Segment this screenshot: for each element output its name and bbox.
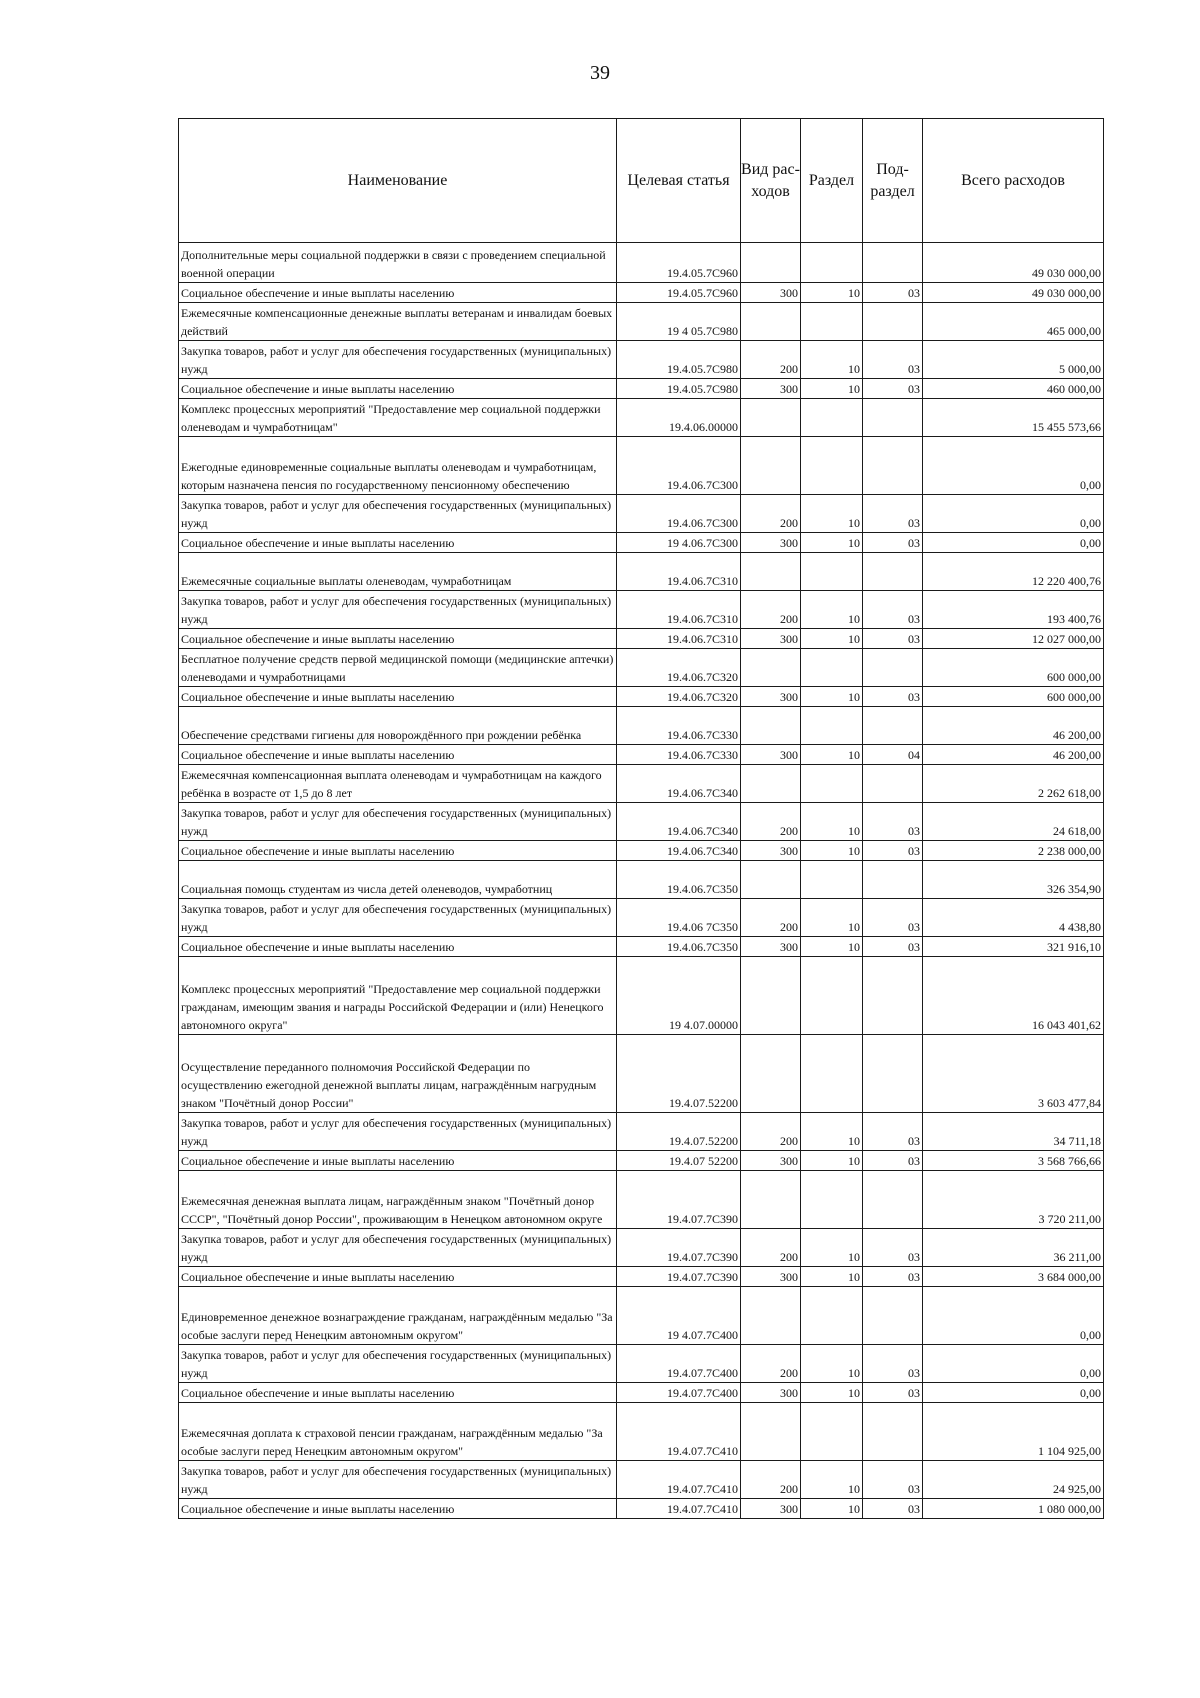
table-row xyxy=(179,303,1104,341)
cell-name: Единовременное денежное вознаграждение гражданам, награждённым медалью "За особые заслуги перед Ненецким автономным округом" xyxy=(179,1287,617,1345)
cell-subsection: 03 xyxy=(863,1461,923,1499)
cell-section xyxy=(801,303,863,341)
cell-name: Социальное обеспечение и иные выплаты населению xyxy=(179,1499,617,1519)
cell-total: 34 711,18 xyxy=(923,1113,1104,1151)
cell-target: 19.4.06.7C330 xyxy=(617,745,741,765)
cell-total: 0,00 xyxy=(923,437,1104,495)
cell-total: 24 618,00 xyxy=(923,803,1104,841)
cell-target: 19.4.07.52200 xyxy=(617,1113,741,1151)
cell-name: Социальная помощь студентам из числа детей оленеводов, чумработниц xyxy=(179,861,617,899)
cell-type xyxy=(741,437,801,495)
cell-total: 0,00 xyxy=(923,1383,1104,1403)
cell-section xyxy=(801,243,863,283)
table-row xyxy=(179,379,1104,399)
cell-target: 19.4.05.7C960 xyxy=(617,283,741,303)
cell-name: Социальное обеспечение и иные выплаты населению xyxy=(179,1383,617,1403)
cell-subsection: 03 xyxy=(863,841,923,861)
cell-section xyxy=(801,1035,863,1113)
cell-section xyxy=(801,437,863,495)
cell-name: Закупка товаров, работ и услуг для обеспечения государственных (муниципальных) нужд xyxy=(179,803,617,841)
cell-section xyxy=(801,1403,863,1461)
table-row xyxy=(179,1461,1104,1499)
cell-section: 10 xyxy=(801,1345,863,1383)
cell-section xyxy=(801,1171,863,1229)
cell-type: 200 xyxy=(741,591,801,629)
cell-target: 19.4.07.7C410 xyxy=(617,1499,741,1519)
cell-type xyxy=(741,765,801,803)
cell-type: 200 xyxy=(741,1229,801,1267)
cell-subsection xyxy=(863,303,923,341)
cell-total: 49 030 000,00 xyxy=(923,283,1104,303)
cell-subsection xyxy=(863,1035,923,1113)
cell-type xyxy=(741,649,801,687)
header-section: Раздел xyxy=(801,119,863,243)
cell-subsection: 03 xyxy=(863,495,923,533)
table-header-row xyxy=(179,119,1104,243)
cell-total: 1 104 925,00 xyxy=(923,1403,1104,1461)
cell-type: 300 xyxy=(741,937,801,957)
cell-type xyxy=(741,553,801,591)
cell-total: 36 211,00 xyxy=(923,1229,1104,1267)
cell-subsection xyxy=(863,765,923,803)
cell-name: Осуществление переданного полномочия Российской Федерации по осуществлению ежегодной денежной выплаты лицам, награждённым нагрудным знаком "Почётный донор России" xyxy=(179,1035,617,1113)
cell-target: 19.4.07 52200 xyxy=(617,1151,741,1171)
cell-name: Социальное обеспечение и иные выплаты населению xyxy=(179,283,617,303)
cell-type: 300 xyxy=(741,1267,801,1287)
cell-subsection: 03 xyxy=(863,1151,923,1171)
cell-subsection xyxy=(863,1171,923,1229)
cell-total: 600 000,00 xyxy=(923,687,1104,707)
cell-name: Закупка товаров, работ и услуг для обеспечения государственных (муниципальных) нужд xyxy=(179,495,617,533)
cell-section: 10 xyxy=(801,687,863,707)
cell-target: 19.4.05.7C980 xyxy=(617,341,741,379)
table-row xyxy=(179,1229,1104,1267)
cell-section xyxy=(801,1287,863,1345)
cell-section: 10 xyxy=(801,341,863,379)
cell-type: 200 xyxy=(741,899,801,937)
cell-section: 10 xyxy=(801,283,863,303)
cell-total: 460 000,00 xyxy=(923,379,1104,399)
cell-type: 200 xyxy=(741,1113,801,1151)
table-row xyxy=(179,553,1104,591)
cell-target: 19.4.05.7C980 xyxy=(617,379,741,399)
cell-target: 19.4.06 7C350 xyxy=(617,899,741,937)
cell-total: 4 438,80 xyxy=(923,899,1104,937)
cell-type xyxy=(741,399,801,437)
header-total: Всего расходов xyxy=(923,119,1104,243)
table-row xyxy=(179,1345,1104,1383)
cell-subsection: 03 xyxy=(863,1113,923,1151)
cell-subsection xyxy=(863,707,923,745)
table-row xyxy=(179,1499,1104,1519)
cell-section: 10 xyxy=(801,1499,863,1519)
cell-subsection: 03 xyxy=(863,591,923,629)
cell-name: Комплекс процессных мероприятий "Предоставление мер социальной поддержки гражданам, имеющим звания и награды Российской Федерации и (или) Ненецкого автономного округа" xyxy=(179,957,617,1035)
cell-target: 19.4.06.7C300 xyxy=(617,495,741,533)
table-row xyxy=(179,1171,1104,1229)
cell-target: 19.4.06.7C340 xyxy=(617,841,741,861)
cell-target: 19.4.06.7C310 xyxy=(617,629,741,649)
cell-target: 19 4.06.7C300 xyxy=(617,533,741,553)
cell-name: Обеспечение средствами гигиены для новорождённого при рождении ребёнка xyxy=(179,707,617,745)
cell-name: Социальное обеспечение и иные выплаты населению xyxy=(179,841,617,861)
cell-section: 10 xyxy=(801,591,863,629)
cell-section xyxy=(801,399,863,437)
cell-subsection: 03 xyxy=(863,533,923,553)
cell-total: 3 603 477,84 xyxy=(923,1035,1104,1113)
cell-subsection: 03 xyxy=(863,937,923,957)
cell-target: 19 4.07.00000 xyxy=(617,957,741,1035)
table-row xyxy=(179,1383,1104,1403)
cell-target: 19.4.06.7C300 xyxy=(617,437,741,495)
cell-target: 19.4.07.7C400 xyxy=(617,1383,741,1403)
cell-total: 12 220 400,76 xyxy=(923,553,1104,591)
cell-subsection: 03 xyxy=(863,1345,923,1383)
cell-total: 2 238 000,00 xyxy=(923,841,1104,861)
cell-name: Социальное обеспечение и иные выплаты населению xyxy=(179,745,617,765)
cell-section: 10 xyxy=(801,1151,863,1171)
cell-name: Закупка товаров, работ и услуг для обеспечения государственных (муниципальных) нужд xyxy=(179,899,617,937)
table-row xyxy=(179,899,1104,937)
table-row xyxy=(179,861,1104,899)
cell-section: 10 xyxy=(801,899,863,937)
table-row xyxy=(179,803,1104,841)
cell-target: 19.4.06.7C350 xyxy=(617,937,741,957)
cell-name: Дополнительные меры социальной поддержки в связи с проведением специальной военной операции xyxy=(179,243,617,283)
table-row xyxy=(179,649,1104,687)
table-row xyxy=(179,243,1104,283)
cell-section: 10 xyxy=(801,1113,863,1151)
cell-section: 10 xyxy=(801,1461,863,1499)
page-number: 39 xyxy=(590,62,610,84)
cell-target: 19.4.06.7C330 xyxy=(617,707,741,745)
cell-section xyxy=(801,765,863,803)
cell-name: Социальное обеспечение и иные выплаты населению xyxy=(179,687,617,707)
table-row xyxy=(179,1267,1104,1287)
cell-type: 300 xyxy=(741,841,801,861)
cell-name: Бесплатное получение средств первой медицинской помощи (медицинские аптечки) оленеводами и чумработницами xyxy=(179,649,617,687)
header-target: Целевая статья xyxy=(617,119,741,243)
cell-type xyxy=(741,1287,801,1345)
cell-name: Социальное обеспечение и иные выплаты населению xyxy=(179,1151,617,1171)
table-row xyxy=(179,591,1104,629)
cell-target: 19.4.06.7C340 xyxy=(617,803,741,841)
cell-name: Закупка товаров, работ и услуг для обеспечения государственных (муниципальных) нужд xyxy=(179,591,617,629)
cell-type: 300 xyxy=(741,687,801,707)
table-row xyxy=(179,283,1104,303)
header-name: Наименование xyxy=(179,119,617,243)
table-row xyxy=(179,937,1104,957)
cell-total: 24 925,00 xyxy=(923,1461,1104,1499)
cell-target: 19.4.05.7C960 xyxy=(617,243,741,283)
cell-subsection xyxy=(863,1403,923,1461)
cell-section: 10 xyxy=(801,803,863,841)
cell-total: 46 200,00 xyxy=(923,707,1104,745)
cell-section: 10 xyxy=(801,495,863,533)
cell-type: 300 xyxy=(741,379,801,399)
cell-total: 15 455 573,66 xyxy=(923,399,1104,437)
table-row xyxy=(179,745,1104,765)
cell-target: 19.4.07.52200 xyxy=(617,1035,741,1113)
table-row xyxy=(179,1035,1104,1113)
cell-type: 200 xyxy=(741,1461,801,1499)
cell-type xyxy=(741,243,801,283)
cell-name: Социальное обеспечение и иные выплаты населению xyxy=(179,379,617,399)
cell-subsection: 03 xyxy=(863,899,923,937)
cell-subsection xyxy=(863,243,923,283)
cell-name: Закупка товаров, работ и услуг для обеспечения государственных (муниципальных) нужд xyxy=(179,1229,617,1267)
cell-name: Ежемесячные социальные выплаты оленеводам, чумработницам xyxy=(179,553,617,591)
cell-section: 10 xyxy=(801,379,863,399)
cell-name: Ежемесячная денежная выплата лицам, награждённым знаком "Почётный донор СССР", "Почётный донор России", проживающим в Ненецком автономном округе xyxy=(179,1171,617,1229)
table-row xyxy=(179,1403,1104,1461)
cell-type xyxy=(741,957,801,1035)
cell-total: 12 027 000,00 xyxy=(923,629,1104,649)
cell-target: 19.4.07.7C390 xyxy=(617,1171,741,1229)
cell-target: 19.4.06.7C310 xyxy=(617,591,741,629)
cell-subsection xyxy=(863,399,923,437)
cell-target: 19.4.07.7C400 xyxy=(617,1345,741,1383)
cell-subsection: 03 xyxy=(863,687,923,707)
cell-type: 300 xyxy=(741,283,801,303)
cell-type xyxy=(741,1403,801,1461)
cell-type: 200 xyxy=(741,1345,801,1383)
cell-total: 46 200,00 xyxy=(923,745,1104,765)
cell-target: 19.4.06.7C310 xyxy=(617,553,741,591)
cell-section: 10 xyxy=(801,937,863,957)
table-row xyxy=(179,533,1104,553)
cell-subsection: 03 xyxy=(863,283,923,303)
cell-name: Ежемесячная доплата к страховой пенсии гражданам, награждённым медалью "За особые заслуги перед Ненецким автономным округом" xyxy=(179,1403,617,1461)
cell-total: 3 568 766,66 xyxy=(923,1151,1104,1171)
cell-subsection xyxy=(863,649,923,687)
cell-type xyxy=(741,1171,801,1229)
cell-type xyxy=(741,707,801,745)
header-subsection: Под- раздел xyxy=(863,119,923,243)
cell-target: 19 4.07.7C400 xyxy=(617,1287,741,1345)
cell-name: Закупка товаров, работ и услуг для обеспечения государственных (муниципальных) нужд xyxy=(179,1345,617,1383)
table-row xyxy=(179,341,1104,379)
cell-name: Комплекс процессных мероприятий "Предоставление мер социальной поддержки оленеводам и чумработницам" xyxy=(179,399,617,437)
cell-target: 19.4.07.7C410 xyxy=(617,1461,741,1499)
cell-section xyxy=(801,861,863,899)
cell-section: 10 xyxy=(801,1267,863,1287)
table-row xyxy=(179,765,1104,803)
cell-type: 300 xyxy=(741,629,801,649)
table-row xyxy=(179,629,1104,649)
cell-type: 300 xyxy=(741,533,801,553)
cell-name: Закупка товаров, работ и услуг для обеспечения государственных (муниципальных) нужд xyxy=(179,341,617,379)
cell-type: 200 xyxy=(741,495,801,533)
cell-subsection xyxy=(863,861,923,899)
table-row xyxy=(179,1113,1104,1151)
cell-total: 16 043 401,62 xyxy=(923,957,1104,1035)
table-row xyxy=(179,1287,1104,1345)
table-row xyxy=(179,957,1104,1035)
cell-section xyxy=(801,957,863,1035)
cell-total: 0,00 xyxy=(923,533,1104,553)
cell-section: 10 xyxy=(801,1383,863,1403)
cell-name: Социальное обеспечение и иные выплаты населению xyxy=(179,533,617,553)
cell-total: 600 000,00 xyxy=(923,649,1104,687)
cell-total: 321 916,10 xyxy=(923,937,1104,957)
cell-subsection: 03 xyxy=(863,1229,923,1267)
cell-section xyxy=(801,649,863,687)
cell-subsection: 03 xyxy=(863,341,923,379)
cell-total: 5 000,00 xyxy=(923,341,1104,379)
table-row xyxy=(179,1151,1104,1171)
cell-total: 0,00 xyxy=(923,1287,1104,1345)
table-row xyxy=(179,437,1104,495)
cell-subsection xyxy=(863,437,923,495)
cell-section xyxy=(801,553,863,591)
cell-type xyxy=(741,303,801,341)
cell-name: Ежегодные единовременные социальные выплаты оленеводам и чумработницам, которым назначена пенсия по государственному пенсионному обеспечению xyxy=(179,437,617,495)
cell-type: 300 xyxy=(741,745,801,765)
cell-total: 0,00 xyxy=(923,1345,1104,1383)
cell-target: 19.4.07.7C410 xyxy=(617,1403,741,1461)
cell-subsection: 03 xyxy=(863,629,923,649)
cell-section: 10 xyxy=(801,629,863,649)
cell-section: 10 xyxy=(801,533,863,553)
cell-section xyxy=(801,707,863,745)
cell-total: 465 000,00 xyxy=(923,303,1104,341)
budget-table xyxy=(178,118,1104,1519)
cell-target: 19 4 05.7C980 xyxy=(617,303,741,341)
table-row xyxy=(179,687,1104,707)
cell-total: 49 030 000,00 xyxy=(923,243,1104,283)
cell-target: 19.4.06.00000 xyxy=(617,399,741,437)
cell-name: Ежемесячные компенсационные денежные выплаты ветеранам и инвалидам боевых действий xyxy=(179,303,617,341)
table-row xyxy=(179,495,1104,533)
cell-name: Закупка товаров, работ и услуг для обеспечения государственных (муниципальных) нужд xyxy=(179,1461,617,1499)
cell-section: 10 xyxy=(801,745,863,765)
table-body xyxy=(179,243,1104,1519)
cell-target: 19.4.06.7C350 xyxy=(617,861,741,899)
cell-subsection: 03 xyxy=(863,1499,923,1519)
cell-type: 300 xyxy=(741,1383,801,1403)
cell-total: 3 684 000,00 xyxy=(923,1267,1104,1287)
cell-type: 300 xyxy=(741,1151,801,1171)
cell-subsection xyxy=(863,1287,923,1345)
cell-total: 326 354,90 xyxy=(923,861,1104,899)
cell-total: 193 400,76 xyxy=(923,591,1104,629)
table-row xyxy=(179,399,1104,437)
cell-type xyxy=(741,1035,801,1113)
cell-total: 3 720 211,00 xyxy=(923,1171,1104,1229)
cell-target: 19.4.06.7C320 xyxy=(617,649,741,687)
cell-section: 10 xyxy=(801,841,863,861)
cell-name: Ежемесячная компенсационная выплата оленеводам и чумработницам на каждого ребёнка в возрасте от 1,5 до 8 лет xyxy=(179,765,617,803)
cell-type: 200 xyxy=(741,341,801,379)
cell-subsection: 03 xyxy=(863,379,923,399)
cell-name: Социальное обеспечение и иные выплаты населению xyxy=(179,1267,617,1287)
cell-total: 1 080 000,00 xyxy=(923,1499,1104,1519)
cell-type: 200 xyxy=(741,803,801,841)
cell-subsection: 04 xyxy=(863,745,923,765)
cell-target: 19.4.06.7C320 xyxy=(617,687,741,707)
cell-name: Закупка товаров, работ и услуг для обеспечения государственных (муниципальных) нужд xyxy=(179,1113,617,1151)
cell-name: Социальное обеспечение и иные выплаты населению xyxy=(179,937,617,957)
table-row xyxy=(179,841,1104,861)
cell-subsection: 03 xyxy=(863,803,923,841)
header-expense-type: Вид рас- ходов xyxy=(741,119,801,243)
cell-subsection xyxy=(863,957,923,1035)
cell-total: 0,00 xyxy=(923,495,1104,533)
cell-subsection xyxy=(863,553,923,591)
cell-type: 300 xyxy=(741,1499,801,1519)
cell-target: 19.4.07.7C390 xyxy=(617,1229,741,1267)
cell-subsection: 03 xyxy=(863,1383,923,1403)
cell-target: 19.4.07.7C390 xyxy=(617,1267,741,1287)
cell-section: 10 xyxy=(801,1229,863,1267)
table-row xyxy=(179,707,1104,745)
cell-total: 2 262 618,00 xyxy=(923,765,1104,803)
cell-name: Социальное обеспечение и иные выплаты населению xyxy=(179,629,617,649)
cell-target: 19.4.06.7C340 xyxy=(617,765,741,803)
cell-type xyxy=(741,861,801,899)
cell-subsection: 03 xyxy=(863,1267,923,1287)
